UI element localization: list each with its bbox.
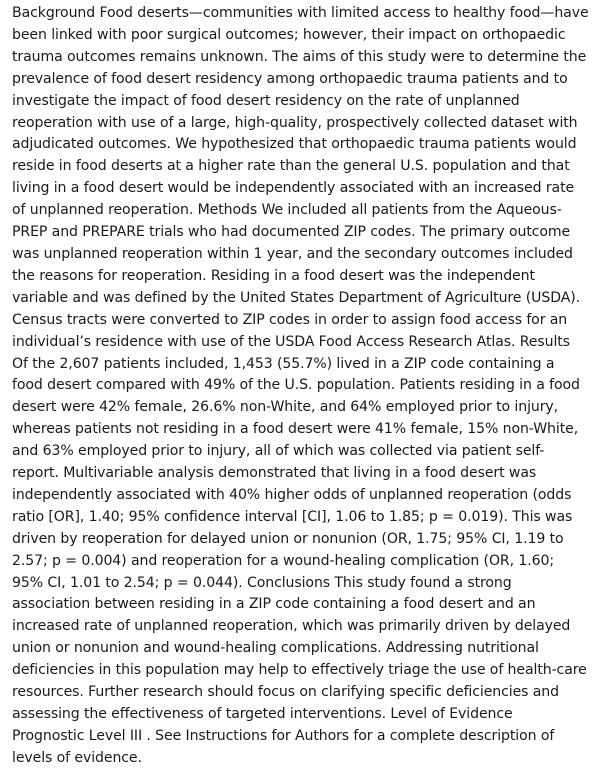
abstract-paragraph: Background Food deserts—communities with limited access to healthy food—have been linked with poor surgical outcomes; however, their impact on orthopaedic trauma outcomes remains unknown. The aims of this study were to determine the prevalence of food desert residency among orthopaedic trauma patients and to investigate the impact of food desert residency on the rate of unplanned reoperation with use of a large, high-quality, prospectively collected dataset with adjudicated outcomes. We hypothesized that orthopaedic trauma patients would reside in food deserts at a higher rate than the general U.S. population and that living in a food desert would be independently associated with an increased rate of unplanned reoperation. Methods We included all patients from the Aqueous-PREP and PREPARE trials who had documented ZIP codes. The primary outcome was unplanned reoperation within 1 year, and the secondary outcomes included the reasons for reoperation. Residing in a food desert was the independent variable and was defined by the United States Department of Agriculture (USDA). Census tracts were converted to ZIP codes in order to assign food access for an individual’s residence with use of the USDA Food Access Research Atlas. Results Of the 2,607 patients included, 1,453 (55.7%) lived in a ZIP code containing a food desert compared with 49% of the U.S. population. Patients residing in a food desert were 42% female, 26.6% non-White, and 64% employed prior to injury, whereas patients not residing in a food desert were 41% female, 15% non-White, and 63% employed prior to injury, all of which was collected via patient self-report. Multivariable analysis demonstrated that living in a food desert was independently associated with 40% higher odds of unplanned reoperation (odds ratio [OR], 1.40; 95% confidence interval [CI], 1.06 to 1.85; p = 0.019). This was driven by reoperation for delayed union or nonunion (OR, 1.75; 95% CI, 1.19 to 2.57; p = 0.004) and reoperation for a wound-healing complication (OR, 1.60; 95% CI, 1.01 to 2.54; p = 0.044). Conclusions This study found a strong association between residing in a ZIP code containing a food desert and an increased rate of unplanned reoperation, which was primarily driven by delayed union or nonunion and wound-healing complications. Addressing nutritional deficiencies in this population may help to effectively triage the use of health-care resources. Further research should focus on clarifying specific deficiencies and assessing the effectiveness of targeted interventions. Level of Evidence Prognostic Level III . See Instructions for Authors for a complete description of levels of evidence. <box>12 5 589 766</box>
